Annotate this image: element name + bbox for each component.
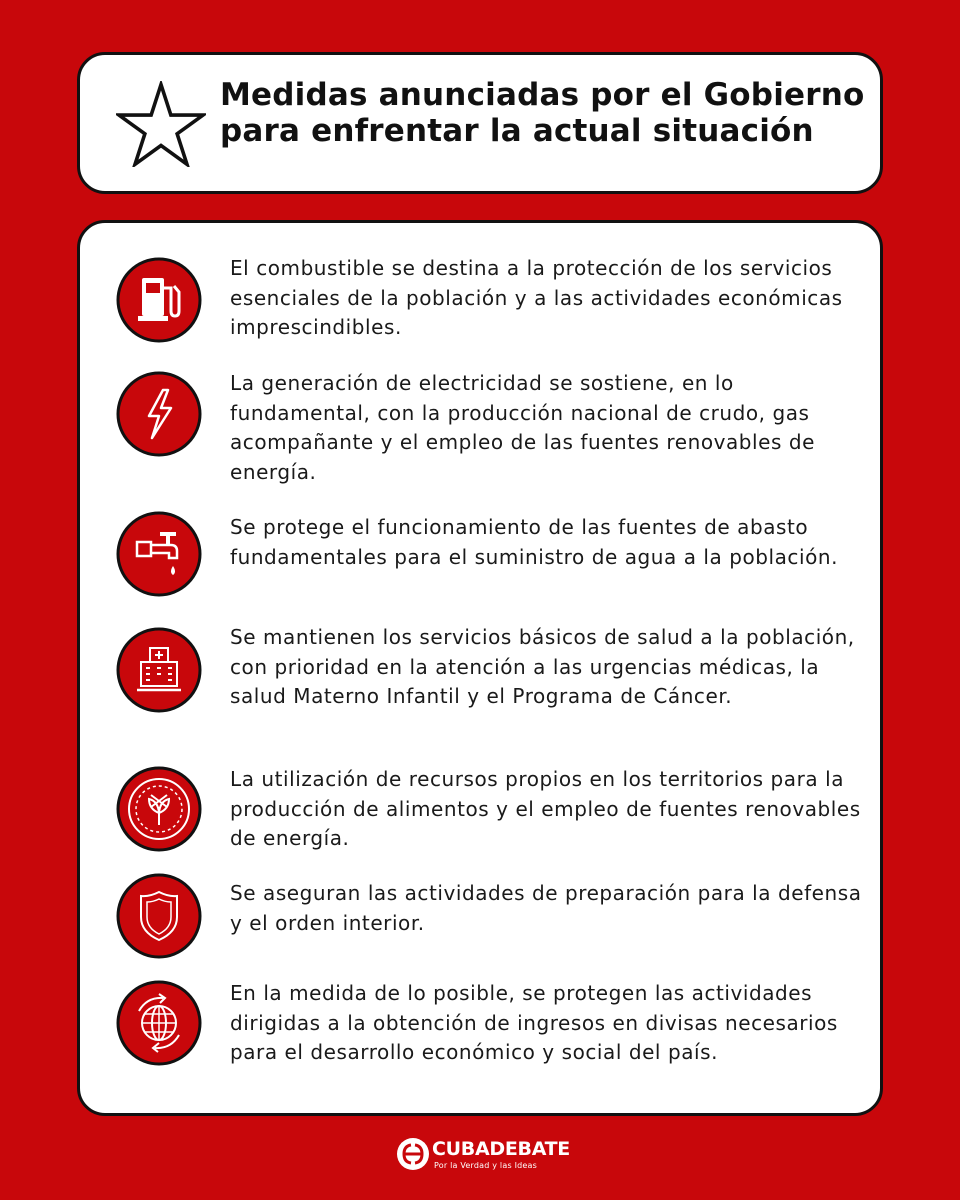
page-title: Medidas anunciadas por el Gobierno para enfrentar la actual situación: [220, 77, 865, 149]
brand-name: CUBADEBATE: [432, 1138, 570, 1160]
measure-text: Se protege el funcionamiento de las fuentes de abasto fundamentales para el suministro de agua a la población.: [230, 515, 838, 569]
globe-icon: [115, 979, 203, 1067]
measure-text: La generación de electricidad se sostiene, en lo fundamental, con la producción nacional de crudo, gas acompañante y el empleo de las fuentes renovables de energía.: [230, 371, 815, 484]
agriculture-icon: [115, 765, 203, 853]
measure-text: La utilización de recursos propios en los territorios para la producción de alimentos y el empleo de fuentes renovables de energía.: [230, 767, 861, 850]
title-card: [77, 52, 883, 194]
measures-card: [77, 220, 883, 1116]
hospital-icon: [115, 626, 203, 714]
shield-icon: [115, 872, 203, 960]
cubadebate-logo: [392, 1130, 572, 1180]
measure-text: Se mantienen los servicios básicos de salud a la población, con prioridad en la atención a las urgencias médicas, la salud Materno Infantil y el Programa de Cáncer.: [230, 625, 855, 708]
fuel-pump-icon: [115, 256, 203, 344]
brand-tagline: Por la Verdad y las Ideas: [434, 1161, 537, 1170]
measure-text: En la medida de lo posible, se protegen las actividades dirigidas a la obtención de ingresos en divisas necesarios para el desarrollo económico y social del país.: [230, 981, 838, 1064]
water-tap-icon: [115, 510, 203, 598]
measure-text: Se aseguran las actividades de preparación para la defensa y el orden interior.: [230, 881, 862, 935]
cubadebate-logo-icon: [396, 1137, 430, 1171]
lightning-icon: [115, 370, 203, 458]
measure-text: El combustible se destina a la protección de los servicios esenciales de la población y a las actividades económicas imprescindibles.: [230, 256, 843, 339]
star-icon: [116, 81, 206, 167]
